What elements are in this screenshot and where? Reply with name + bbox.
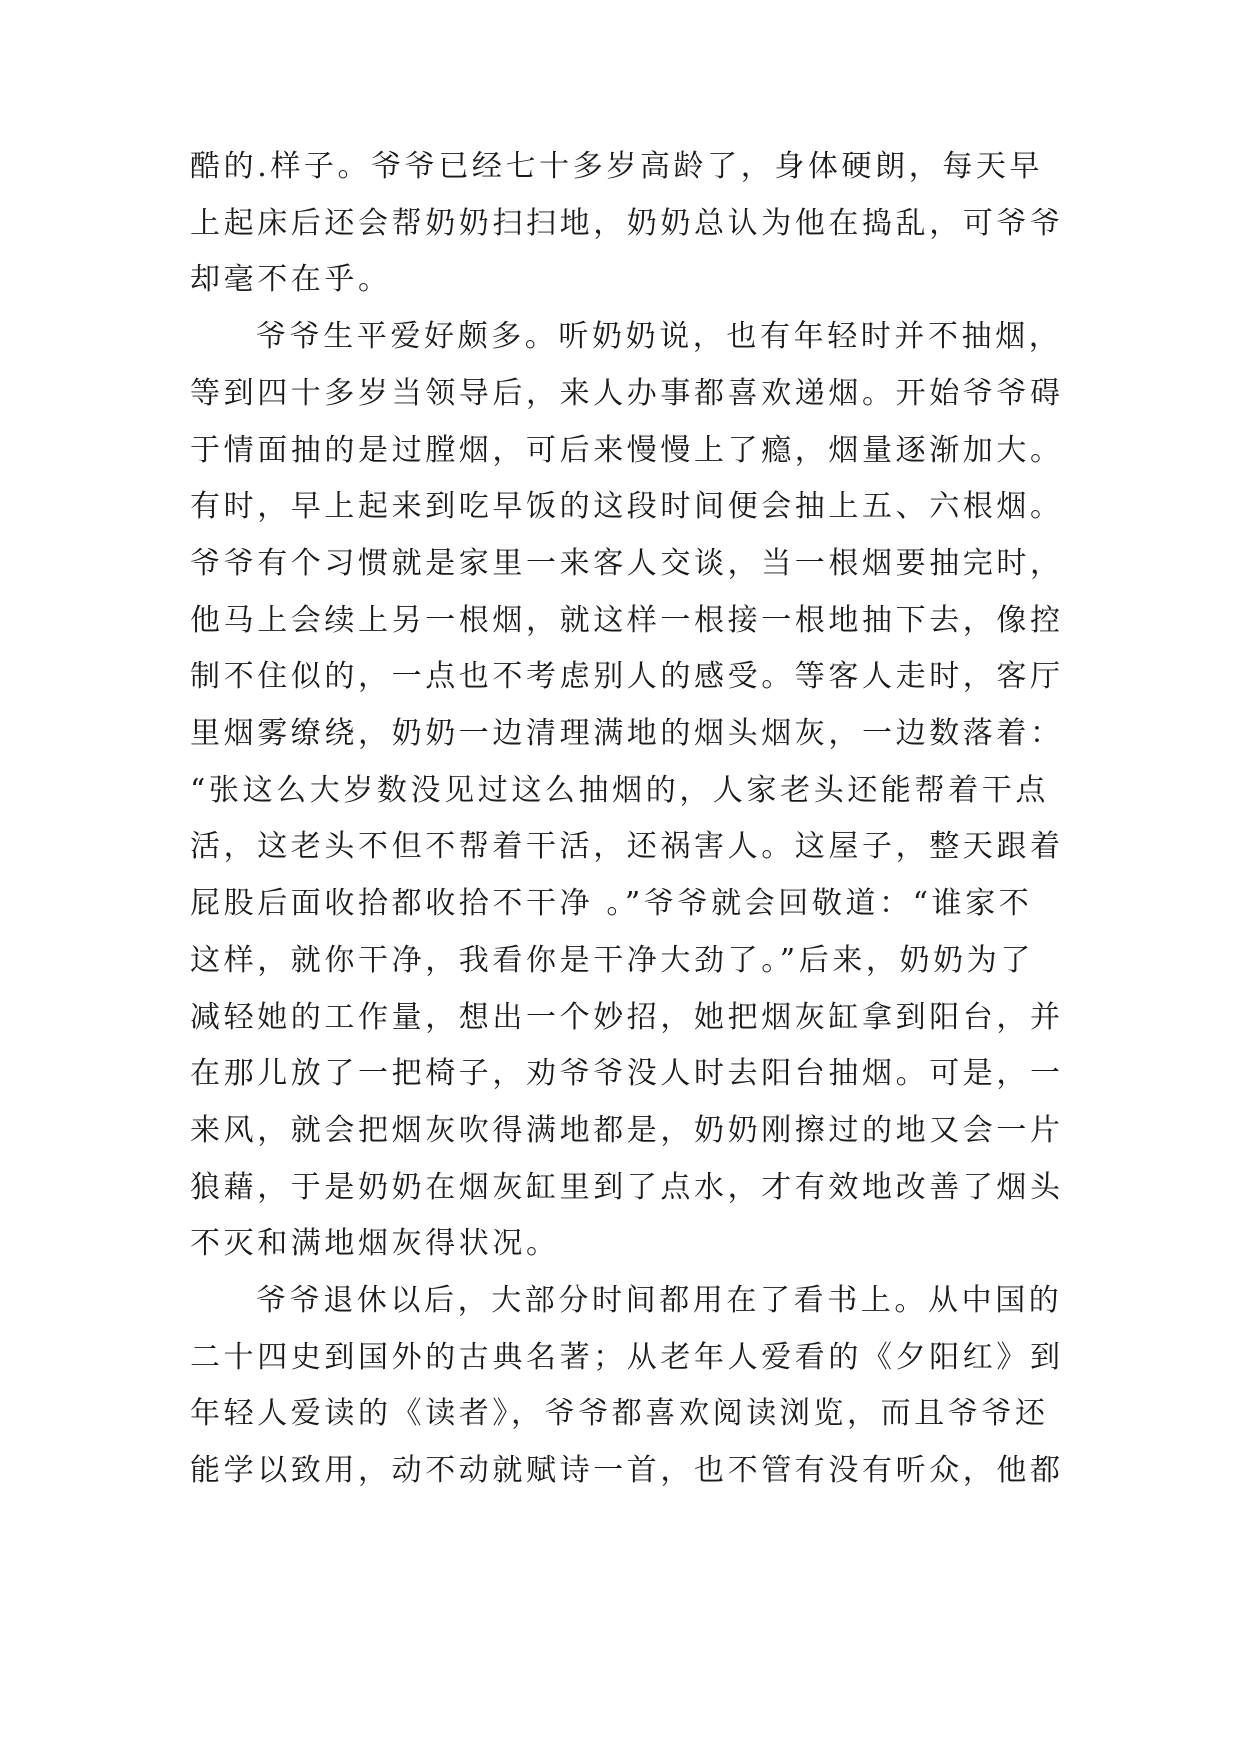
text-line: 于情面抽的是过膛烟，可后来慢慢上了瘾，烟量逐渐加大。	[190, 432, 1064, 468]
text-line: 在那儿放了一把椅子，劝爷爷没人时去阳台抽烟。可是，一	[190, 1056, 1064, 1092]
text-line: 有时，早上起来到吃早饭的这段时间便会抽上五、六根烟。	[190, 489, 1064, 525]
text-line: 却毫不在乎。	[190, 262, 392, 298]
text-line: 屁股后面收拾都收拾不干净 。”爷爷就会回敬道：“谁家不	[190, 886, 1033, 922]
text-line: 来风，就会把烟灰吹得满地都是，奶奶刚擦过的地又会一片	[190, 1112, 1064, 1148]
text-line: 不灭和满地烟灰得状况。	[190, 1226, 560, 1262]
text-line: 减轻她的工作量，想出一个妙招，她把烟灰缸拿到阳台，并	[190, 999, 1064, 1035]
text-line: 这样，就你干净，我看你是干净大劲了。”后来，奶奶为了	[190, 942, 1034, 978]
text-line: 等到四十多岁当领导后，来人办事都喜欢递烟。开始爷爷碍	[190, 375, 1064, 411]
text-line: 年轻人爱读的《读者》，爷爷都喜欢阅读浏览，而且爷爷还	[190, 1396, 1049, 1432]
text-line: 上起床后还会帮奶奶扫扫地，奶奶总认为他在捣乱，可爷爷	[190, 205, 1064, 241]
text-line: 爷爷有个习惯就是家里一来客人交谈，当一根烟要抽完时，	[190, 545, 1064, 581]
text-line: 狼藉，于是奶奶在烟灰缸里到了点水，才有效地改善了烟头	[190, 1169, 1064, 1205]
text-line: 酷的.样子。爷爷已经七十多岁高龄了，身体硬朗，每天早	[190, 149, 1044, 184]
text-line: 二十四史到国外的古典名著；从老年人爱看的《夕阳红》到	[190, 1339, 1064, 1375]
text-line: 爷爷生平爱好颇多。听奶奶说，也有年轻时并不抽烟，	[256, 319, 1063, 355]
text-line: 爷爷退休以后，大部分时间都用在了看书上。从中国的	[256, 1283, 1063, 1318]
text-line: 里烟雾缭绕，奶奶一边清理满地的烟头烟灰，一边数落着：	[190, 716, 1064, 751]
text-line: “张这么大岁数没见过这么抽烟的，人家老头还能帮着干点	[190, 772, 1049, 808]
text-line: 他马上会续上另一根烟，就这样一根接一根地抽下去，像控	[190, 602, 1064, 638]
text-line: 活，这老头不但不帮着干活，还祸害人。这屋子，整天跟着	[190, 829, 1064, 865]
text-line: 能学以致用，动不动就赋诗一首，也不管有没有听众，他都	[190, 1453, 1064, 1489]
text-line: 制不住似的，一点也不考虑别人的感受。等客人走时，客厅	[190, 659, 1064, 695]
